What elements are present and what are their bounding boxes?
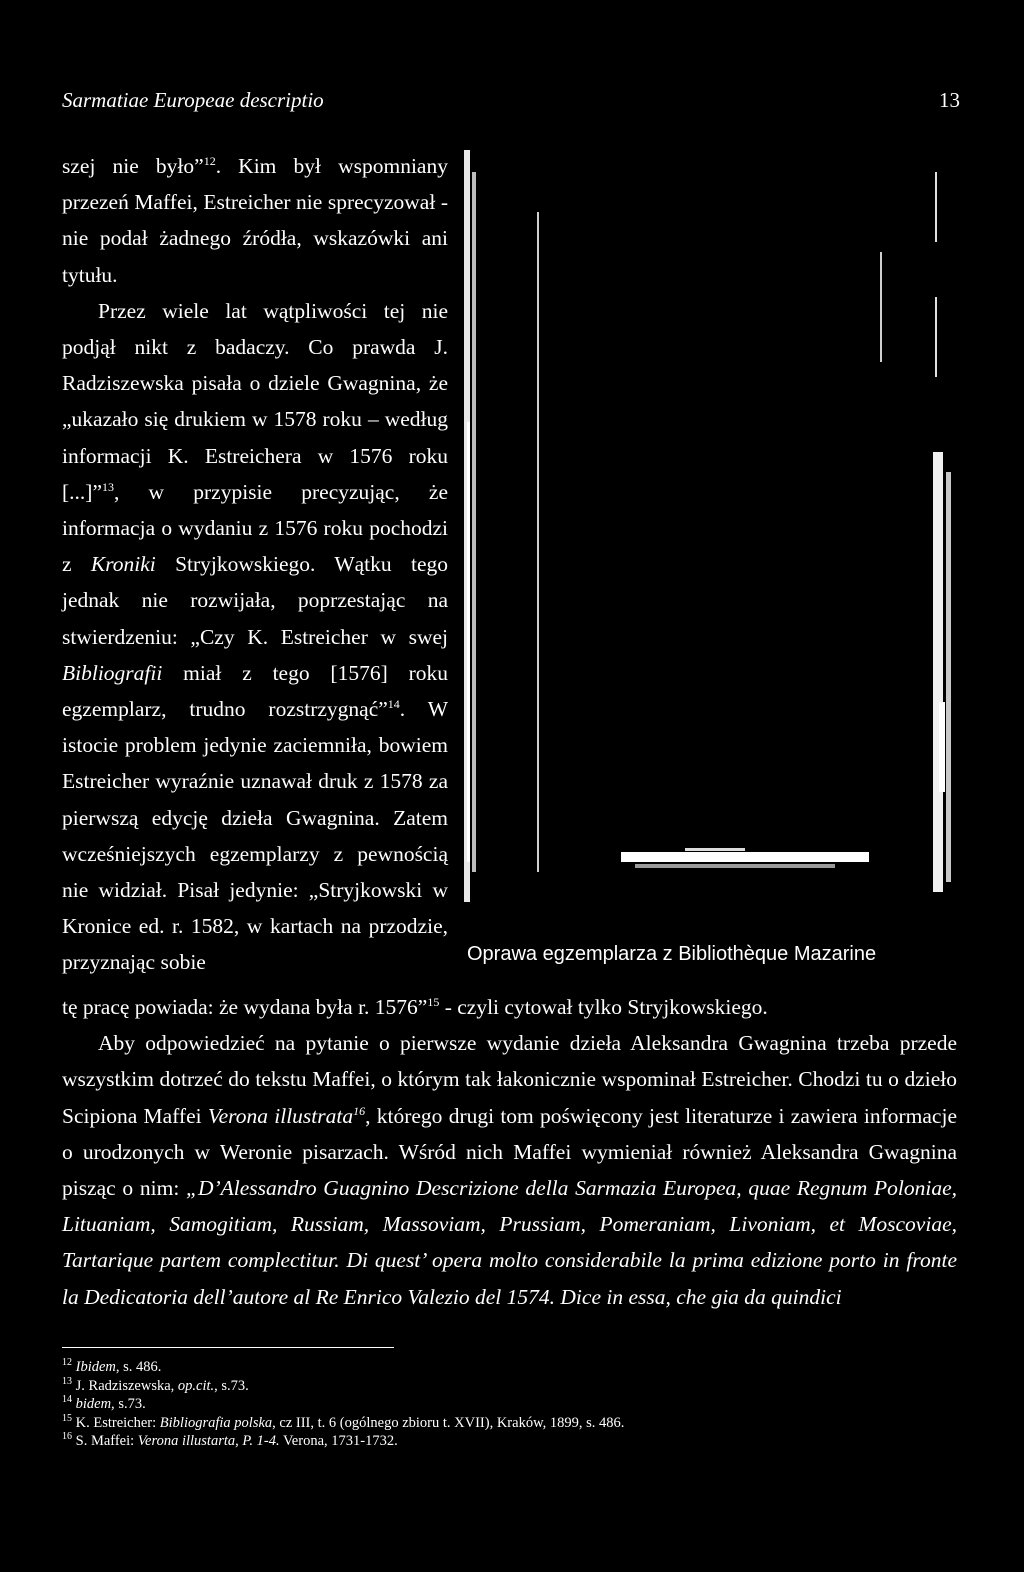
footnote-text: , s.73.	[214, 1377, 249, 1394]
footnote-ref-13: 13	[102, 479, 114, 494]
footnote-12	[62, 1358, 957, 1377]
text-run: Aby odpowiedzieć na pytanie o pierwsze wydanie dzieła Aleksandra Gwagnina trzeba przede wszystkim dotrzeć do tekstu Maffei, o którym tak łakonicznie wspominał Estreicher. Chodzi tu o dzieło Scipiona Maffei	[62, 1031, 957, 1128]
paragraph	[62, 293, 448, 981]
italic-title: Verona illustrata	[207, 1103, 354, 1128]
footnote-text: S. Maffei:	[75, 1433, 138, 1450]
footnote-ref-12: 12	[203, 153, 216, 168]
footnote-text: s.73.	[114, 1396, 146, 1413]
footnote-13	[62, 1377, 957, 1396]
running-title: Sarmatiae Europeae descriptio	[62, 88, 324, 112]
footnote-text: op.cit.	[177, 1377, 215, 1394]
paragraph	[62, 1025, 957, 1315]
footnote-14	[62, 1395, 957, 1414]
footnote-separator	[62, 1347, 394, 1348]
text-run: , którego drugi tom poświęcony jest literaturze i zawiera informacje o urodzonych w Weronie pisarzach. Wśród nich Maffei wymieniał również Aleksandra Gwagnina pisząc o nim:	[62, 1103, 957, 1201]
footnote-text: bidem,	[75, 1396, 115, 1413]
footnote-text: , cz III, t. 6 (ogólnego zbioru t. XVII), Kraków, 1899, s. 486.	[272, 1414, 625, 1431]
binding-photo	[455, 142, 960, 902]
italic-title: Kroniki	[90, 552, 156, 577]
text-run: - czyli cytował tylko Stryjkowskiego.	[439, 995, 768, 1019]
footnotes	[62, 1358, 957, 1451]
footnote-number: 16	[62, 1431, 72, 1443]
footnote-ref-14: 14	[387, 696, 400, 711]
footnote-number: 14	[62, 1394, 72, 1406]
figure-caption: Oprawa egzemplarza z Bibliothèque Mazarine	[467, 943, 877, 965]
footnote-ref-16: 16	[353, 1103, 366, 1118]
footnote-ref-15: 15	[427, 994, 440, 1009]
footnote-text: J. Radziszewska,	[75, 1377, 178, 1394]
text-run: , w przypisie precyzując, że informacja o wydaniu z 1576 roku pochodzi z	[62, 479, 448, 577]
footnote-15	[62, 1414, 957, 1433]
text-run: . W istocie problem jedynie zaciemniła, bowiem Estreicher wyraźnie uznawał druk z 1578 za pierwszą edycję dzieła Gwagnina. Zatem wcześniejszych egzemplarzy z pewnością nie widział. Pisał jedynie: „Stryjkowski w Kronice ed. r. 1582, w kartach na przodzie, przyznając sobie	[62, 697, 448, 975]
footnote-number: 13	[62, 1375, 72, 1387]
footnote-text: K. Estreicher:	[75, 1414, 160, 1431]
paragraph	[62, 148, 448, 293]
footnote-text: Ibidem	[75, 1359, 116, 1375]
text-run: . Kim był wspomniany przezeń Maffei, Estreicher nie sprecyzował - nie podał żadnego źródła, wskazówki ani tytułu.	[62, 154, 448, 287]
text-run: miał z tego [1576] roku egzemplarz, trudno rozstrzygnąć”	[62, 660, 448, 722]
text-run: Stryjkowskiego. Wątku tego jednak nie rozwijała, poprzestając na stwierdzeniu: „Czy K. Estreicher w swej	[62, 552, 448, 649]
footnote-text: Bibliografia polska	[159, 1414, 273, 1431]
page-number: 13	[939, 88, 960, 112]
running-head	[62, 88, 960, 113]
footnote-number: 12	[62, 1357, 72, 1369]
italian-quote: „D’Alessandro Guagnino Descrizione della Sarmazia Europea, quae Regnum Poloniae, Lituaniam, Samogitiam, Russiam, Massoviam, Prussiam, Pomeraniam, Livoniam, et Moscoviae, Tartarique partem complectitur. Di quest’ opera molto considerabile la prima edizione porto in fronte la Dedicatoria dell’autore al Re Enrico Valezio del 1574. Dice in essa, che gia da quindici	[62, 1176, 957, 1309]
text-run: szej nie było”	[62, 154, 204, 178]
paragraph	[62, 989, 957, 1025]
left-column-text	[62, 148, 448, 981]
footnote-16	[62, 1432, 957, 1451]
full-width-text	[62, 989, 957, 1315]
footnote-text: Verona, 1731-1732.	[279, 1433, 398, 1450]
footnote-text: , s. 486.	[115, 1359, 162, 1375]
italic-title: Bibliografii	[62, 660, 163, 685]
text-run: tę pracę powiada: że wydana była r. 1576”	[62, 995, 428, 1019]
text-run: Przez wiele lat wątpliwości tej nie podjął nikt z badaczy. Co prawda J. Radziszewska pisała o dziele Gwagnina, że „ukazało się drukiem w 1578 roku – według informacji K. Estreichera w 1576 roku [...]”	[62, 298, 448, 504]
footnote-number: 15	[62, 1412, 72, 1424]
footnote-text: Verona illustarta, P. 1-4.	[137, 1433, 280, 1450]
